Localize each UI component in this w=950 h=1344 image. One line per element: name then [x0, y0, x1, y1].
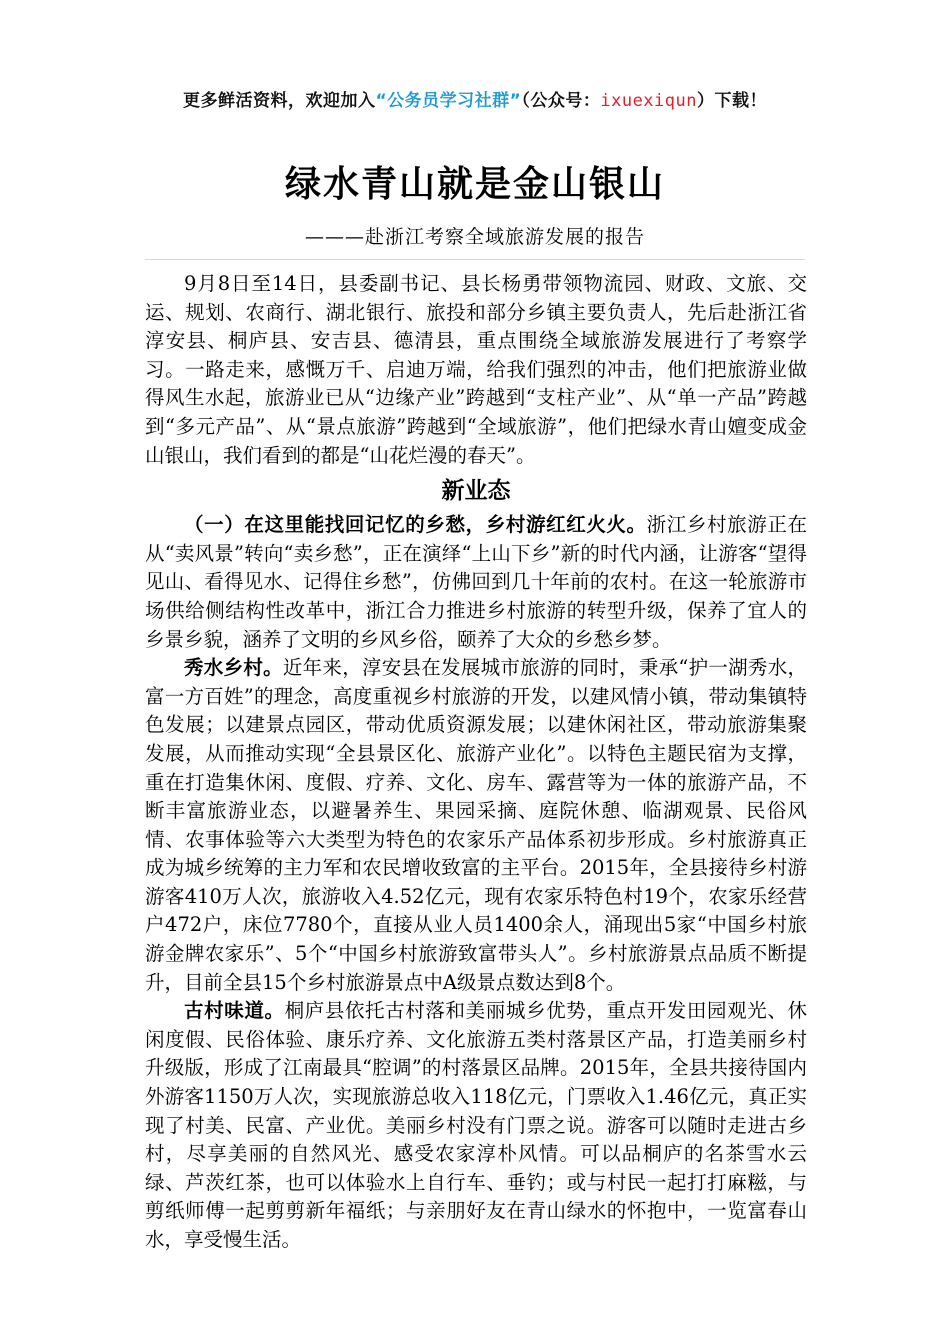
- paragraph-gucun: [145, 997, 807, 1254]
- document-subtitle: ———赴浙江考察全域旅游发展的报告: [304, 226, 645, 248]
- paragraph-lead: 秀水乡村。: [184, 656, 283, 680]
- title-divider: [145, 259, 805, 260]
- promo-banner: [0, 86, 950, 111]
- paragraph-lead: （一）在这里能找回记忆的乡愁，乡村游红红火火。: [184, 513, 647, 537]
- paragraph-text: 近年来，淳安县在发展城市旅游的同时，秉承“护一湖秀水，富一方百姓”的理念，高度重视乡村旅游的开发，以建风情小镇，带动集镇特色发展；以建景点园区，带动优质资源发展；以建休闲社区，带动旅游集聚发展，从而推动实现“全县景区化、旅游产业化”。以特色主题民宿为支撑，重在打造集休闲、度假、疗养、文化、房车、露营等为一体的旅游产品，不断丰富旅游业态，以避暑养生、果园采摘、庭院休憩、临湖观景、民俗风情、农事体验等六大类型为特色的农家乐产品体系初步形成。乡村旅游真正成为城乡统筹的主力军和农民增收致富的主平台。2015年，全县接待乡村游游客410万人次，旅游收入4.52亿元，现有农家乐特色村19个，农家乐经营户472户，床位7780个，直接从业人员1400余人，涌现出5家“中国乡村旅游金牌农家乐”、5个“中国乡村旅游致富带头人”。乡村旅游景点品质不断提升，目前全县15个乡村旅游景点中A级景点数达到8个。: [145, 656, 807, 994]
- intro-paragraph: 9月8日至14日，县委副书记、县长杨勇带领物流园、财政、文旅、交运、规划、农商行、湖北银行、旅投和部分乡镇主要负责人，先后赴浙江省淳安县、桐庐县、安吉县、德清县，重点围绕全域旅游发展进行了考察学习。一路走来，感慨万千、启迪万端，给我们强烈的冲击，他们把旅游业做得风生水起，旅游业已从“边缘产业”跨越到“支柱产业”、从“单一产品”跨越到“多元产品”、从“景点旅游”跨越到“全域旅游”，他们把绿水青山嬗变成金山银山，我们看到的都是“山花烂漫的春天”。: [145, 272, 807, 467]
- paragraph-text: 浙江乡村旅游正在从“卖风景”转向“卖乡愁”，正在演绎“上山下乡”新的时代内涵，让游客“望得见山、看得见水、记得住乡愁”，仿佛回到几十年前的农村。在这一轮旅游市场供给侧结构性改革中，浙江合力推进乡村旅游的转型升级，保养了宜人的乡景乡貌，涵养了文明的乡风乡俗，颐养了大众的乡愁乡梦。: [145, 513, 807, 651]
- banner-suffix: ）下载！: [696, 91, 767, 111]
- banner-account: ixuexiqun: [600, 91, 697, 111]
- section-heading: 新业态: [441, 478, 511, 505]
- document-body: [145, 270, 807, 1255]
- paragraph-lead: 古村味道。: [184, 999, 285, 1023]
- banner-prefix: 更多鲜活资料，欢迎加入: [183, 91, 376, 111]
- banner-group-name: “公务员学习社群”: [375, 91, 522, 111]
- paragraph-xiushui: [145, 654, 807, 997]
- document-title: 绿水青山就是金山银山: [284, 164, 665, 205]
- banner-middle: （公众号：: [521, 91, 601, 111]
- paragraph-rural-tourism: [145, 511, 807, 654]
- paragraph-text: 桐庐县依托古村落和美丽城乡优势，重点开发田园观光、休闲度假、民俗体验、康乐疗养、文化旅游五类村落景区产品，打造美丽乡村升级版，形成了江南最具“腔调”的村落景区品牌。2015年，全县共接待国内外游客1150万人次，实现旅游总收入118亿元，门票收入1.46亿元，真正实现了村美、民富、产业优。美丽乡村没有门票之说。游客可以随时走进古乡村，尽享美丽的自然风光、感受农家淳朴风情。可以品桐庐的名茶雪水云绿、芦茨红茶，也可以体验水上自行车、垂钓；或与村民一起打打麻糍，与剪纸师傅一起剪剪新年福纸；与亲朋好友在青山绿水的怀抱中，一览富春山水，享受慢生活。: [145, 999, 807, 1251]
